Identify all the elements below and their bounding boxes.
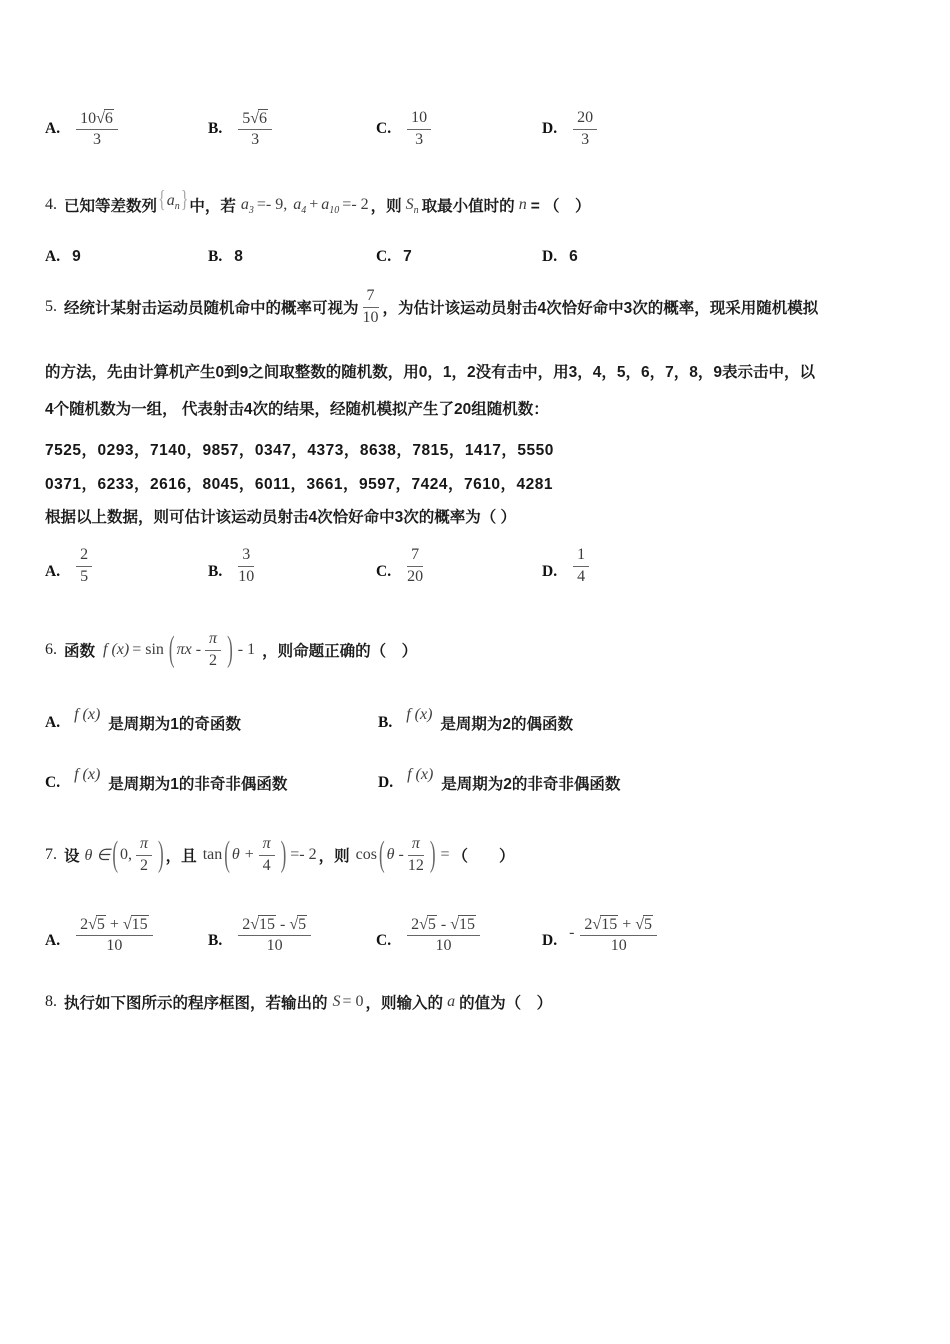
right-brace: } [180,187,189,213]
a10-term: $a_{10}$ [321,196,340,217]
fraction [76,915,153,956]
a-variable: a [447,993,456,1010]
stem-text: ，则输入的 [365,995,444,1012]
option-letter: B. [378,714,393,731]
sqrt-radical [250,109,268,128]
option-letter: C. [376,932,392,949]
operator: - [280,915,286,933]
radicand: 5 [298,915,307,933]
sqrt-radical: √ 5 [635,915,652,933]
option-text: 是周期为1的非奇非偶函数 [108,776,288,793]
a3-equation: =- 9, [256,196,288,213]
question-5-random-numbers-line1 [45,438,554,460]
option-letter: A. [45,932,61,949]
option-value: 6 [569,248,578,265]
sqrt-radical: √ 15 [592,915,618,933]
q5-option-c [376,538,427,594]
q5-option-b [208,538,258,594]
option-text: 是周期为2的非奇非偶函数 [441,776,621,793]
fraction [407,109,431,149]
answer-blank: = （ ） [530,198,591,215]
option-value: 9 [72,248,81,265]
equals-sin: = sin [132,641,164,658]
pi-over-12-fraction [408,835,424,875]
stem-text: ，且 [165,848,197,865]
operator: + [622,915,632,933]
function-fx: f (x) [74,766,101,783]
option-letter: A. [45,714,61,731]
pi-over-2-fraction [136,835,152,875]
frac-numerator: π [408,835,424,855]
radicand: 5 [644,915,652,933]
sqrt-radical: √ 15 [122,915,148,933]
q6-option-d [378,763,620,803]
frac-denominator: 3 [251,131,260,148]
radicand: 6 [104,109,113,127]
option-letter: B. [208,248,223,265]
right-paren: ) [429,834,436,874]
option-letter: D. [378,774,394,791]
question-6-stem [45,622,417,678]
fraction [407,546,423,586]
stem-text: 设 [64,848,80,865]
option-letter: C. [376,563,392,580]
fraction [238,546,254,586]
frac-denominator: 12 [407,856,424,874]
n-variable: n [518,196,527,213]
minus-one: - 1 [237,641,256,658]
question-number: 7. [45,846,57,863]
fraction [238,915,311,956]
tan-argument: θ + [231,846,255,863]
frac-denominator: 2 [209,651,218,669]
q6-option-b [378,703,573,743]
frac-numerator: 2 [76,546,92,566]
stem-text: 根据以上数据，则可估计该运动员射击4次恰好命中3次的概率为（ ） [45,509,517,526]
q4-option-a [45,246,81,268]
question-5-stem-line6 [45,505,516,527]
radicand: 15 [601,915,618,933]
radicand: 15 [131,915,148,933]
question-number: 5. [45,298,57,315]
equals-sign: = [440,846,450,863]
question-6-options-row2 [0,763,950,803]
left-paren: ( [378,834,385,874]
probability-fraction [363,287,379,327]
q4-option-b [208,246,243,268]
question-7-options-row [0,904,950,966]
q3-option-d [542,96,601,162]
radicand: 15 [259,915,275,933]
frac-numerator-coef: 5 [242,109,251,127]
question-7-stem [45,826,515,884]
stem-text: 已知等差数列 [64,198,158,215]
question-5-random-numbers-line2 [45,472,553,494]
radical-sign: √ [250,109,259,127]
option-letter: D. [542,563,558,580]
frac-denominator: 3 [415,130,424,148]
frac-denominator: 2 [139,856,148,874]
cos-label: cos [355,846,377,863]
operator: - [440,915,447,933]
frac-denominator: 10 [238,567,255,585]
option-text: 是周期为1的奇函数 [108,716,241,733]
stem-text: ，为估计该运动员射击4次恰好命中3次的概率，现采用随机模拟 [382,300,819,317]
option-value: 7 [403,248,412,265]
sn-term: $S_n$ [405,196,419,217]
option-letter: B. [208,563,223,580]
sqrt-radical [96,109,114,128]
option-letter: C. [45,774,61,791]
frac-denominator: 4 [262,856,271,874]
frac-denominator: 3 [581,130,590,148]
sqrt-radical: √ 5 [289,915,307,933]
frac-numerator: π [259,835,275,855]
q7-option-a [45,904,157,966]
fraction [407,915,480,956]
question-number: 4. [45,196,57,213]
right-paren: ) [227,629,233,669]
stem-text: 4个随机数为一组， 代表射击4次的结果，经随机模拟产生了20组随机数： [45,401,549,418]
stem-text: ，则命题正确的（ ） [262,643,418,660]
fraction [580,915,657,956]
s-equation: = 0 [342,993,364,1010]
question-4-stem [45,188,591,222]
stem-text: 中，若 [189,198,236,215]
coef: 2 [80,915,89,933]
option-letter: D. [542,932,558,949]
tan-label: tan [202,846,223,863]
q3-option-c [376,96,435,162]
q6-option-a [45,703,241,743]
theta-in: θ ∈ [84,847,111,864]
stem-text: 经统计某射击运动员随机命中的概率可视为 [64,300,359,317]
radicand: 5 [427,915,436,933]
frac-denominator: 20 [407,567,424,585]
function-fx: f (x) [407,766,434,783]
pi-over-4-fraction [259,835,275,875]
a4-term: $a_4$ [293,196,307,217]
coef: 2 [242,915,251,933]
option-letter: D. [542,248,558,265]
left-paren: ( [224,834,230,874]
function-fx: f (x) [406,706,433,723]
stem-text: ，则 [318,848,350,865]
q6-option-c [45,763,287,803]
frac-numerator: 3 [238,546,254,566]
stem-text: 的方法，先由计算机产生0到9之间取整数的随机数，用0，1，2没有击中，用3，4，5，6，7，8，9表示击中，以 [45,364,815,381]
option-letter: D. [542,120,558,137]
q4-option-c [376,246,412,268]
option-value: 8 [234,248,243,265]
sqrt-radical: √ 15 [450,915,475,933]
frac-numerator: 1 [573,546,589,566]
question-number: 6. [45,641,57,658]
random-numbers: 7525，0293，7140，9857，0347，4373，8638，7815，1417，5550 [45,442,554,459]
frac-denominator: 10 [435,937,452,954]
frac-numerator: π [205,630,221,650]
cos-argument: θ - [386,846,404,863]
frac-numerator: π [136,835,152,855]
stem-text: ，则 [370,198,402,215]
radicand: 5 [96,915,105,933]
frac-denominator: 5 [80,567,89,585]
frac-denominator: 10 [362,308,379,326]
stem-text: 的值为（ ） [459,995,553,1012]
q7-option-b [208,904,315,966]
frac-numerator: 7 [363,287,379,307]
radicand: 6 [259,109,267,127]
argument: πx - [176,641,202,658]
q3-option-a [45,96,122,162]
q5-option-d [542,538,593,594]
question-5-stem-line3 [45,397,549,419]
frac-numerator: 20 [573,109,597,129]
fraction [573,109,597,149]
function-fx: f (x) [103,641,130,658]
question-5-stem-line2 [45,360,815,382]
option-letter: C. [376,248,392,265]
question-8-stem [45,990,552,1014]
radicand: 15 [458,915,475,933]
right-paren: ) [280,834,287,874]
sqrt-radical: √ 5 [88,915,105,933]
option-text: 是周期为2的偶函数 [440,716,574,733]
question-number: 8. [45,993,57,1010]
question-5-options-row [0,538,950,594]
random-numbers: 0371，6233，2616，8045，6011，3661，9597，7424，7610，4281 [45,476,553,493]
function-fx: f (x) [74,706,101,723]
option-letter: B. [208,120,223,137]
fraction [76,546,92,586]
a3-term: $a_3$ [240,196,254,217]
question-3-options-row [0,96,950,162]
option-letter: B. [208,932,223,949]
option-letter: A. [45,248,61,265]
q7-option-d [542,904,661,966]
left-brace: { [158,187,166,213]
fraction [76,109,118,150]
frac-numerator-coef: 10 [80,109,97,127]
frac-denominator: 10 [610,937,627,954]
option-letter: C. [376,120,392,137]
option-letter: A. [45,563,61,580]
question-6-options-row1 [0,703,950,743]
negative-sign: - [569,924,575,941]
fraction [573,546,589,586]
question-4-options-row [0,246,950,268]
pi-over-2-fraction [205,630,221,670]
a10-equation: =- 2 [342,196,369,213]
frac-denominator: 4 [577,567,586,585]
right-paren: ) [158,834,164,874]
q5-option-a [45,538,96,594]
sqrt-radical: √ 15 [250,915,275,933]
sequence-term: $a_n$ [166,192,180,213]
q3-option-b [208,96,276,162]
radical-sign: √ [96,109,105,127]
option-letter: A. [45,120,61,137]
left-paren: ( [168,629,175,669]
fraction [238,109,272,150]
plus-sign: + [309,196,319,213]
s-variable: S [332,993,341,1010]
stem-text: 函数 [64,643,96,660]
stem-text: 执行如下图所示的程序框图，若输出的 [64,995,328,1012]
stem-text: 取最小值时的 [421,198,515,215]
question-5-stem-line1 [45,282,818,332]
coef: 2 [411,915,420,933]
frac-numerator: 7 [407,546,423,566]
operator: + [109,915,119,933]
q7-option-c [376,904,484,966]
answer-blank: （ ） [452,848,515,865]
frac-denominator: 10 [106,937,123,954]
frac-numerator: 10 [407,109,431,129]
sqrt-radical: √ 5 [419,915,436,933]
interval-lower: 0, [119,846,132,863]
frac-denominator: 3 [92,131,101,148]
q4-option-d [542,246,578,268]
frac-denominator: 10 [266,937,283,954]
coef: 2 [584,915,593,933]
tan-equation: =- 2 [290,846,317,863]
left-paren: ( [112,834,118,874]
